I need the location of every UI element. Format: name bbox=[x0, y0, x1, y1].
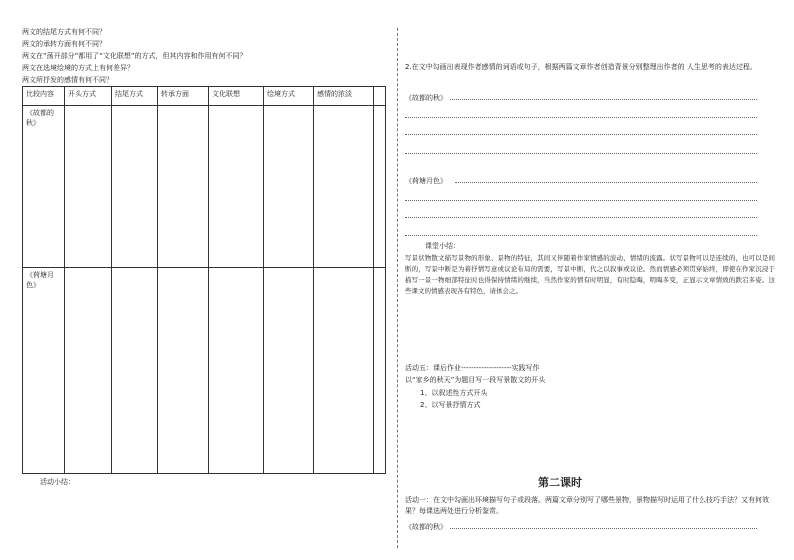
answer-line[interactable] bbox=[405, 134, 757, 135]
activity5-prompt: 以“家乡的秋天”为题目写一段写景散文的开头 bbox=[405, 376, 546, 384]
class-summary-title: 课堂小结： bbox=[425, 242, 460, 250]
answer-line[interactable] bbox=[405, 200, 757, 201]
table-header: 感情的浓淡 bbox=[314, 87, 374, 106]
table-header: 比较内容 bbox=[23, 87, 65, 106]
table-cell[interactable] bbox=[65, 106, 112, 268]
answer-line[interactable] bbox=[405, 153, 757, 154]
class-summary-text: 写景状物散文描写景物的形象、景物的特征，其间又伴随着作家情感的波动、情绪的流露。状写景物可以是连续的，也可以是间断的，写景中断是为着抒情写意或议论布局的需要，写景中断，代之以叙事或议论。然而情感必须贯穿始终，即使在作家沉浸于描写一景一物细部特征时也得保持情绪的继续，当然作家的情有时明显，有时隐晦，明晦多变，正显示文章情致的跌宕多姿。这些课文的情感表现各有特色，请体会之。 bbox=[405, 254, 775, 295]
question-ending: 两文的结尾方式有何不同？ bbox=[22, 28, 106, 36]
table-cell[interactable] bbox=[209, 268, 264, 474]
answer-line[interactable] bbox=[405, 217, 757, 218]
table-row bbox=[23, 268, 386, 474]
answer-line[interactable] bbox=[455, 182, 757, 183]
question-2: 2.在文中勾画出表现作者感情的词语或句子，根据两篇文章作者创造背景分别整理出作者的 人生思考的表达过程。 bbox=[405, 63, 757, 71]
table-cell[interactable] bbox=[209, 106, 264, 268]
activity-summary-label: 活动小结： bbox=[40, 478, 75, 486]
row-label-hetang: 《荷塘月色》 bbox=[23, 268, 65, 474]
table-cell[interactable] bbox=[158, 268, 209, 474]
row-label-gudu: 《故都的秋》 bbox=[23, 106, 65, 268]
activity5-title: 活动五：课后作业--------------------实践写作 bbox=[405, 364, 540, 372]
table-header: 绘境方式 bbox=[264, 87, 314, 106]
table-header: 开头方式 bbox=[65, 87, 112, 106]
question-scene: 两文在选境绘境的方式上有何差异？ bbox=[22, 64, 134, 72]
table-cell[interactable] bbox=[112, 268, 158, 474]
answer-line[interactable] bbox=[405, 235, 757, 236]
table-header-row bbox=[23, 87, 386, 106]
table-header: 结尾方式 bbox=[112, 87, 158, 106]
page-divider bbox=[397, 28, 399, 548]
table-cell[interactable] bbox=[314, 106, 374, 268]
table-cell[interactable] bbox=[158, 106, 209, 268]
answer-line[interactable] bbox=[450, 528, 757, 529]
label-gudu-bottom: 《故都的秋》 bbox=[405, 523, 447, 531]
answer-line[interactable] bbox=[450, 99, 757, 100]
table-cell[interactable] bbox=[264, 106, 314, 268]
activity5-item: 2、以写景抒情方式 bbox=[420, 401, 481, 409]
question-emotion: 两文所抒发的感情有何不同？ bbox=[22, 76, 113, 84]
table-cell[interactable] bbox=[65, 268, 112, 474]
table-header: 文化联想 bbox=[209, 87, 264, 106]
activity5-item: 1、以叙述性方式开头 bbox=[420, 389, 488, 397]
table-row bbox=[23, 106, 386, 268]
table-cell[interactable] bbox=[314, 268, 374, 474]
question-transition: 两文的承转方面有何不同？ bbox=[22, 40, 106, 48]
table-cell bbox=[374, 268, 386, 474]
comparison-table bbox=[22, 86, 386, 474]
question-cultural-association: 两文在“荡开部分”都用了“文化联想”的方式，但其内容和作用有何不同？ bbox=[22, 52, 247, 60]
table-cell[interactable] bbox=[264, 268, 314, 474]
label-hetang: 《荷塘月色》 bbox=[405, 177, 447, 185]
table-header-empty bbox=[374, 87, 386, 106]
table-cell bbox=[374, 106, 386, 268]
answer-line[interactable] bbox=[405, 117, 757, 118]
table-header: 转承方面 bbox=[158, 87, 209, 106]
table-cell[interactable] bbox=[112, 106, 158, 268]
activity1-text: 活动一：在文中勾画出环境描写句子或段落。两篇文章分别写了哪些景物，景物描写时运用了什么技巧手法？又有何效果？每课选两处进行分析鉴赏。 bbox=[405, 496, 769, 515]
label-gudu: 《故都的秋》 bbox=[405, 94, 447, 102]
lesson2-title: 第二课时 bbox=[538, 476, 582, 489]
